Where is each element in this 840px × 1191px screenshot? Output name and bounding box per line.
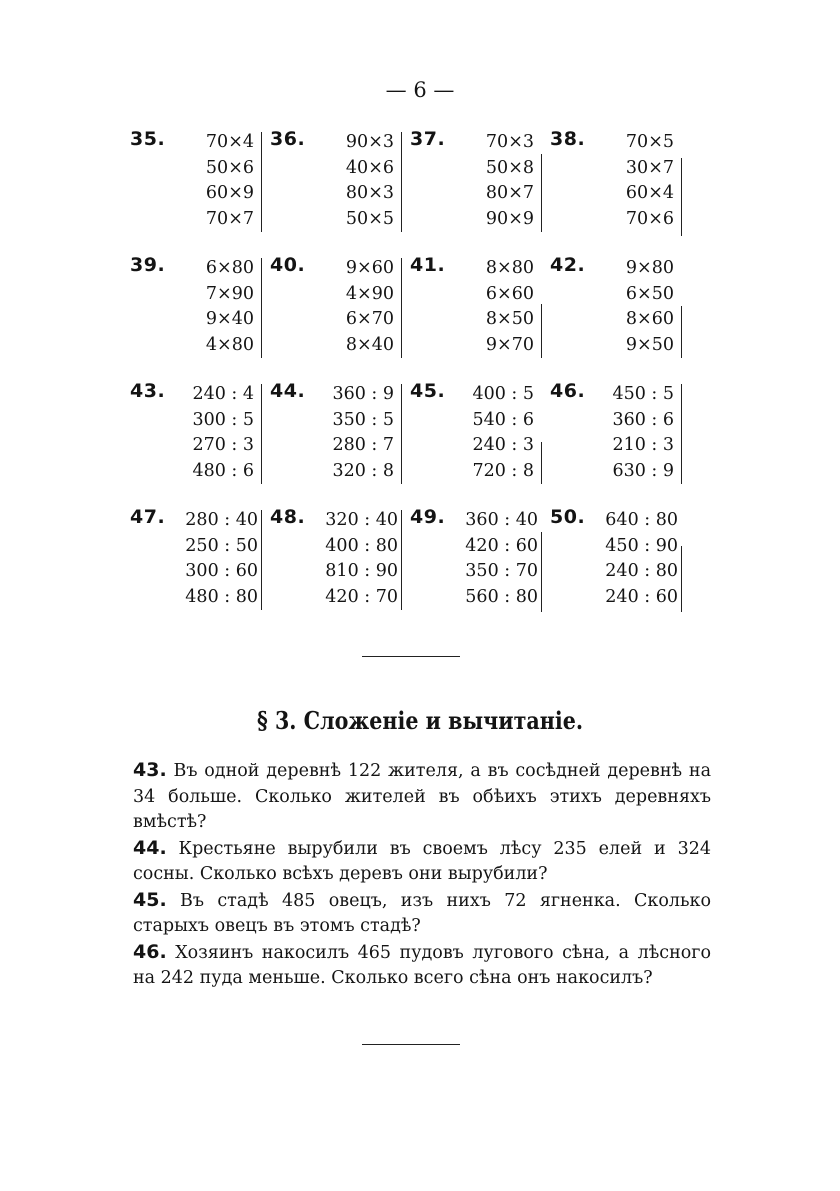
exercise-36 bbox=[270, 128, 410, 233]
exercise-item: 7×90 bbox=[205, 283, 254, 304]
exercise-item: 8×60 bbox=[625, 309, 674, 329]
problem-number: 46. bbox=[133, 940, 167, 963]
exercise-item: 9×40 bbox=[205, 309, 254, 329]
exercise-number: 38. bbox=[550, 128, 586, 150]
exercise-item: 4×90 bbox=[345, 283, 394, 304]
exercise-item: 810 : 90 bbox=[325, 561, 398, 581]
exercise-item: 6×70 bbox=[345, 309, 394, 329]
exercise-number: 42. bbox=[550, 254, 586, 276]
exercise-49 bbox=[410, 506, 550, 611]
exercise-item: 420 : 70 bbox=[325, 586, 398, 607]
exercise-item: 6×50 bbox=[625, 283, 674, 304]
exercise-item: 210 : 3 bbox=[612, 435, 674, 455]
exercise-item: 250 : 50 bbox=[185, 535, 258, 556]
exercise-item: 30×7 bbox=[625, 157, 674, 178]
exercise-item: 320 : 40 bbox=[325, 510, 398, 530]
column-divider bbox=[261, 510, 262, 610]
exercise-item: 90×9 bbox=[485, 208, 534, 229]
exercise-item: 400 : 5 bbox=[472, 384, 534, 404]
exercise-grid bbox=[130, 128, 690, 632]
exercise-row bbox=[130, 254, 690, 380]
exercise-item: 50×6 bbox=[205, 157, 254, 178]
exercise-row bbox=[130, 380, 690, 506]
exercise-number: 50. bbox=[550, 506, 586, 528]
problem-text: Крестьяне вырубили въ своемъ лѣсу 235 елей и 324 сосны. Сколько всѣхъ деревъ они вырубили? bbox=[133, 838, 711, 884]
exercise-item: 360 : 40 bbox=[465, 510, 538, 530]
exercise-number: 44. bbox=[270, 380, 306, 402]
exercise-item: 400 : 80 bbox=[325, 535, 398, 556]
column-divider bbox=[261, 384, 262, 484]
column-divider bbox=[401, 384, 402, 484]
exercise-item: 6×80 bbox=[205, 258, 254, 278]
exercise-item: 300 : 60 bbox=[185, 561, 258, 581]
column-divider bbox=[541, 304, 542, 358]
exercise-number: 43. bbox=[130, 380, 166, 402]
exercise-item: 350 : 5 bbox=[332, 409, 394, 430]
exercise-50 bbox=[550, 506, 690, 611]
exercise-item: 480 : 6 bbox=[192, 460, 254, 481]
exercise-item: 80×3 bbox=[345, 183, 394, 203]
exercise-item: 9×50 bbox=[625, 334, 674, 355]
exercise-37 bbox=[410, 128, 550, 233]
column-divider bbox=[401, 510, 402, 610]
exercise-43 bbox=[130, 380, 270, 485]
column-divider bbox=[681, 158, 682, 236]
exercise-item: 9×70 bbox=[485, 334, 534, 355]
exercise-47 bbox=[130, 506, 270, 611]
exercise-item: 60×4 bbox=[625, 183, 674, 203]
exercise-number: 40. bbox=[270, 254, 306, 276]
exercise-item: 450 : 90 bbox=[605, 535, 678, 556]
exercise-item: 70×7 bbox=[205, 208, 254, 229]
exercise-item: 240 : 3 bbox=[472, 435, 534, 455]
exercise-item: 240 : 60 bbox=[605, 586, 678, 607]
exercise-item: 40×6 bbox=[345, 157, 394, 178]
problem-number: 43. bbox=[133, 759, 167, 781]
exercise-row bbox=[130, 128, 690, 254]
exercise-item: 640 : 80 bbox=[605, 510, 678, 530]
section-title: § 3. Сложеніе и вычитаніе. bbox=[256, 706, 584, 735]
problem-44 bbox=[133, 836, 711, 888]
exercise-number: 48. bbox=[270, 506, 306, 528]
exercise-46 bbox=[550, 380, 690, 485]
exercise-item: 70×3 bbox=[485, 132, 534, 152]
column-divider bbox=[541, 532, 542, 612]
column-divider bbox=[681, 546, 682, 612]
exercise-number: 45. bbox=[410, 380, 446, 402]
exercise-item: 350 : 70 bbox=[465, 561, 538, 581]
exercise-number: 47. bbox=[130, 506, 166, 528]
exercise-item: 540 : 6 bbox=[472, 409, 534, 430]
exercise-item: 280 : 7 bbox=[332, 435, 394, 455]
exercise-number: 37. bbox=[410, 128, 446, 150]
exercise-item: 320 : 8 bbox=[332, 460, 394, 481]
exercise-number: 41. bbox=[410, 254, 446, 276]
exercise-40 bbox=[270, 254, 410, 359]
exercise-item: 6×60 bbox=[485, 283, 534, 304]
column-divider bbox=[541, 154, 542, 232]
column-divider bbox=[261, 258, 262, 358]
exercise-item: 480 : 80 bbox=[185, 586, 258, 607]
exercise-item: 280 : 40 bbox=[185, 510, 258, 530]
exercise-item: 70×4 bbox=[205, 132, 254, 152]
exercise-39 bbox=[130, 254, 270, 359]
exercise-item: 360 : 6 bbox=[612, 409, 674, 430]
page-number: — 6 — bbox=[385, 78, 455, 102]
exercise-row bbox=[130, 506, 690, 632]
exercise-item: 9×60 bbox=[345, 258, 394, 278]
exercise-item: 560 : 80 bbox=[465, 586, 538, 607]
exercise-number: 35. bbox=[130, 128, 166, 150]
exercise-item: 360 : 9 bbox=[332, 384, 394, 404]
exercise-item: 70×6 bbox=[625, 208, 674, 229]
exercise-44 bbox=[270, 380, 410, 485]
problem-text: Въ одной деревнѣ 122 жителя, а въ сосѣдней деревнѣ на 34 больше. Сколько жителей въ обѣихъ этихъ деревняхъ вмѣстѣ? bbox=[133, 761, 711, 832]
exercise-item: 50×5 bbox=[345, 208, 394, 229]
exercise-42 bbox=[550, 254, 690, 359]
column-divider bbox=[681, 384, 682, 484]
exercise-item: 90×3 bbox=[345, 132, 394, 152]
problem-text: Въ стадѣ 485 овецъ, изъ нихъ 72 ягненка. Сколько старыхъ овецъ въ этомъ стадѣ? bbox=[133, 890, 711, 936]
exercise-48 bbox=[270, 506, 410, 611]
exercise-item: 240 : 80 bbox=[605, 561, 678, 581]
exercise-45 bbox=[410, 380, 550, 485]
exercise-item: 4×80 bbox=[205, 334, 254, 355]
section-divider-top bbox=[362, 656, 460, 657]
problem-45 bbox=[133, 888, 711, 940]
exercise-item: 50×8 bbox=[485, 157, 534, 178]
problem-46 bbox=[133, 940, 711, 992]
exercise-number: 36. bbox=[270, 128, 306, 150]
exercise-38 bbox=[550, 128, 690, 233]
problem-number: 44. bbox=[133, 836, 167, 859]
exercise-number: 39. bbox=[130, 254, 166, 276]
exercise-35 bbox=[130, 128, 270, 233]
exercise-item: 8×80 bbox=[485, 258, 534, 278]
exercise-item: 9×80 bbox=[625, 258, 674, 278]
exercise-item: 720 : 8 bbox=[472, 460, 534, 481]
column-divider bbox=[401, 258, 402, 358]
exercise-item: 60×9 bbox=[205, 183, 254, 203]
exercise-item: 8×40 bbox=[345, 334, 394, 355]
exercise-item: 630 : 9 bbox=[612, 460, 674, 481]
exercise-item: 270 : 3 bbox=[192, 435, 254, 455]
exercise-item: 450 : 5 bbox=[612, 384, 674, 404]
exercise-number: 46. bbox=[550, 380, 586, 402]
exercise-item: 240 : 4 bbox=[192, 384, 254, 404]
problem-list bbox=[133, 758, 711, 992]
exercise-item: 8×50 bbox=[485, 309, 534, 329]
problem-43 bbox=[133, 758, 711, 836]
column-divider bbox=[681, 306, 682, 358]
exercise-item: 80×7 bbox=[485, 183, 534, 203]
exercise-item: 420 : 60 bbox=[465, 535, 538, 556]
exercise-item: 70×5 bbox=[625, 132, 674, 152]
column-divider bbox=[261, 132, 262, 232]
exercise-number: 49. bbox=[410, 506, 446, 528]
exercise-41 bbox=[410, 254, 550, 359]
exercise-item: 300 : 5 bbox=[192, 409, 254, 430]
column-divider bbox=[541, 442, 542, 484]
column-divider bbox=[401, 132, 402, 232]
problem-text: Хозяинъ накосилъ 465 пудовъ лугового сѣна, а лѣсного на 242 пуда меньше. Сколько всего сѣна онъ накосилъ? bbox=[133, 942, 711, 988]
section-divider-bottom bbox=[362, 1044, 460, 1045]
problem-number: 45. bbox=[133, 888, 167, 911]
